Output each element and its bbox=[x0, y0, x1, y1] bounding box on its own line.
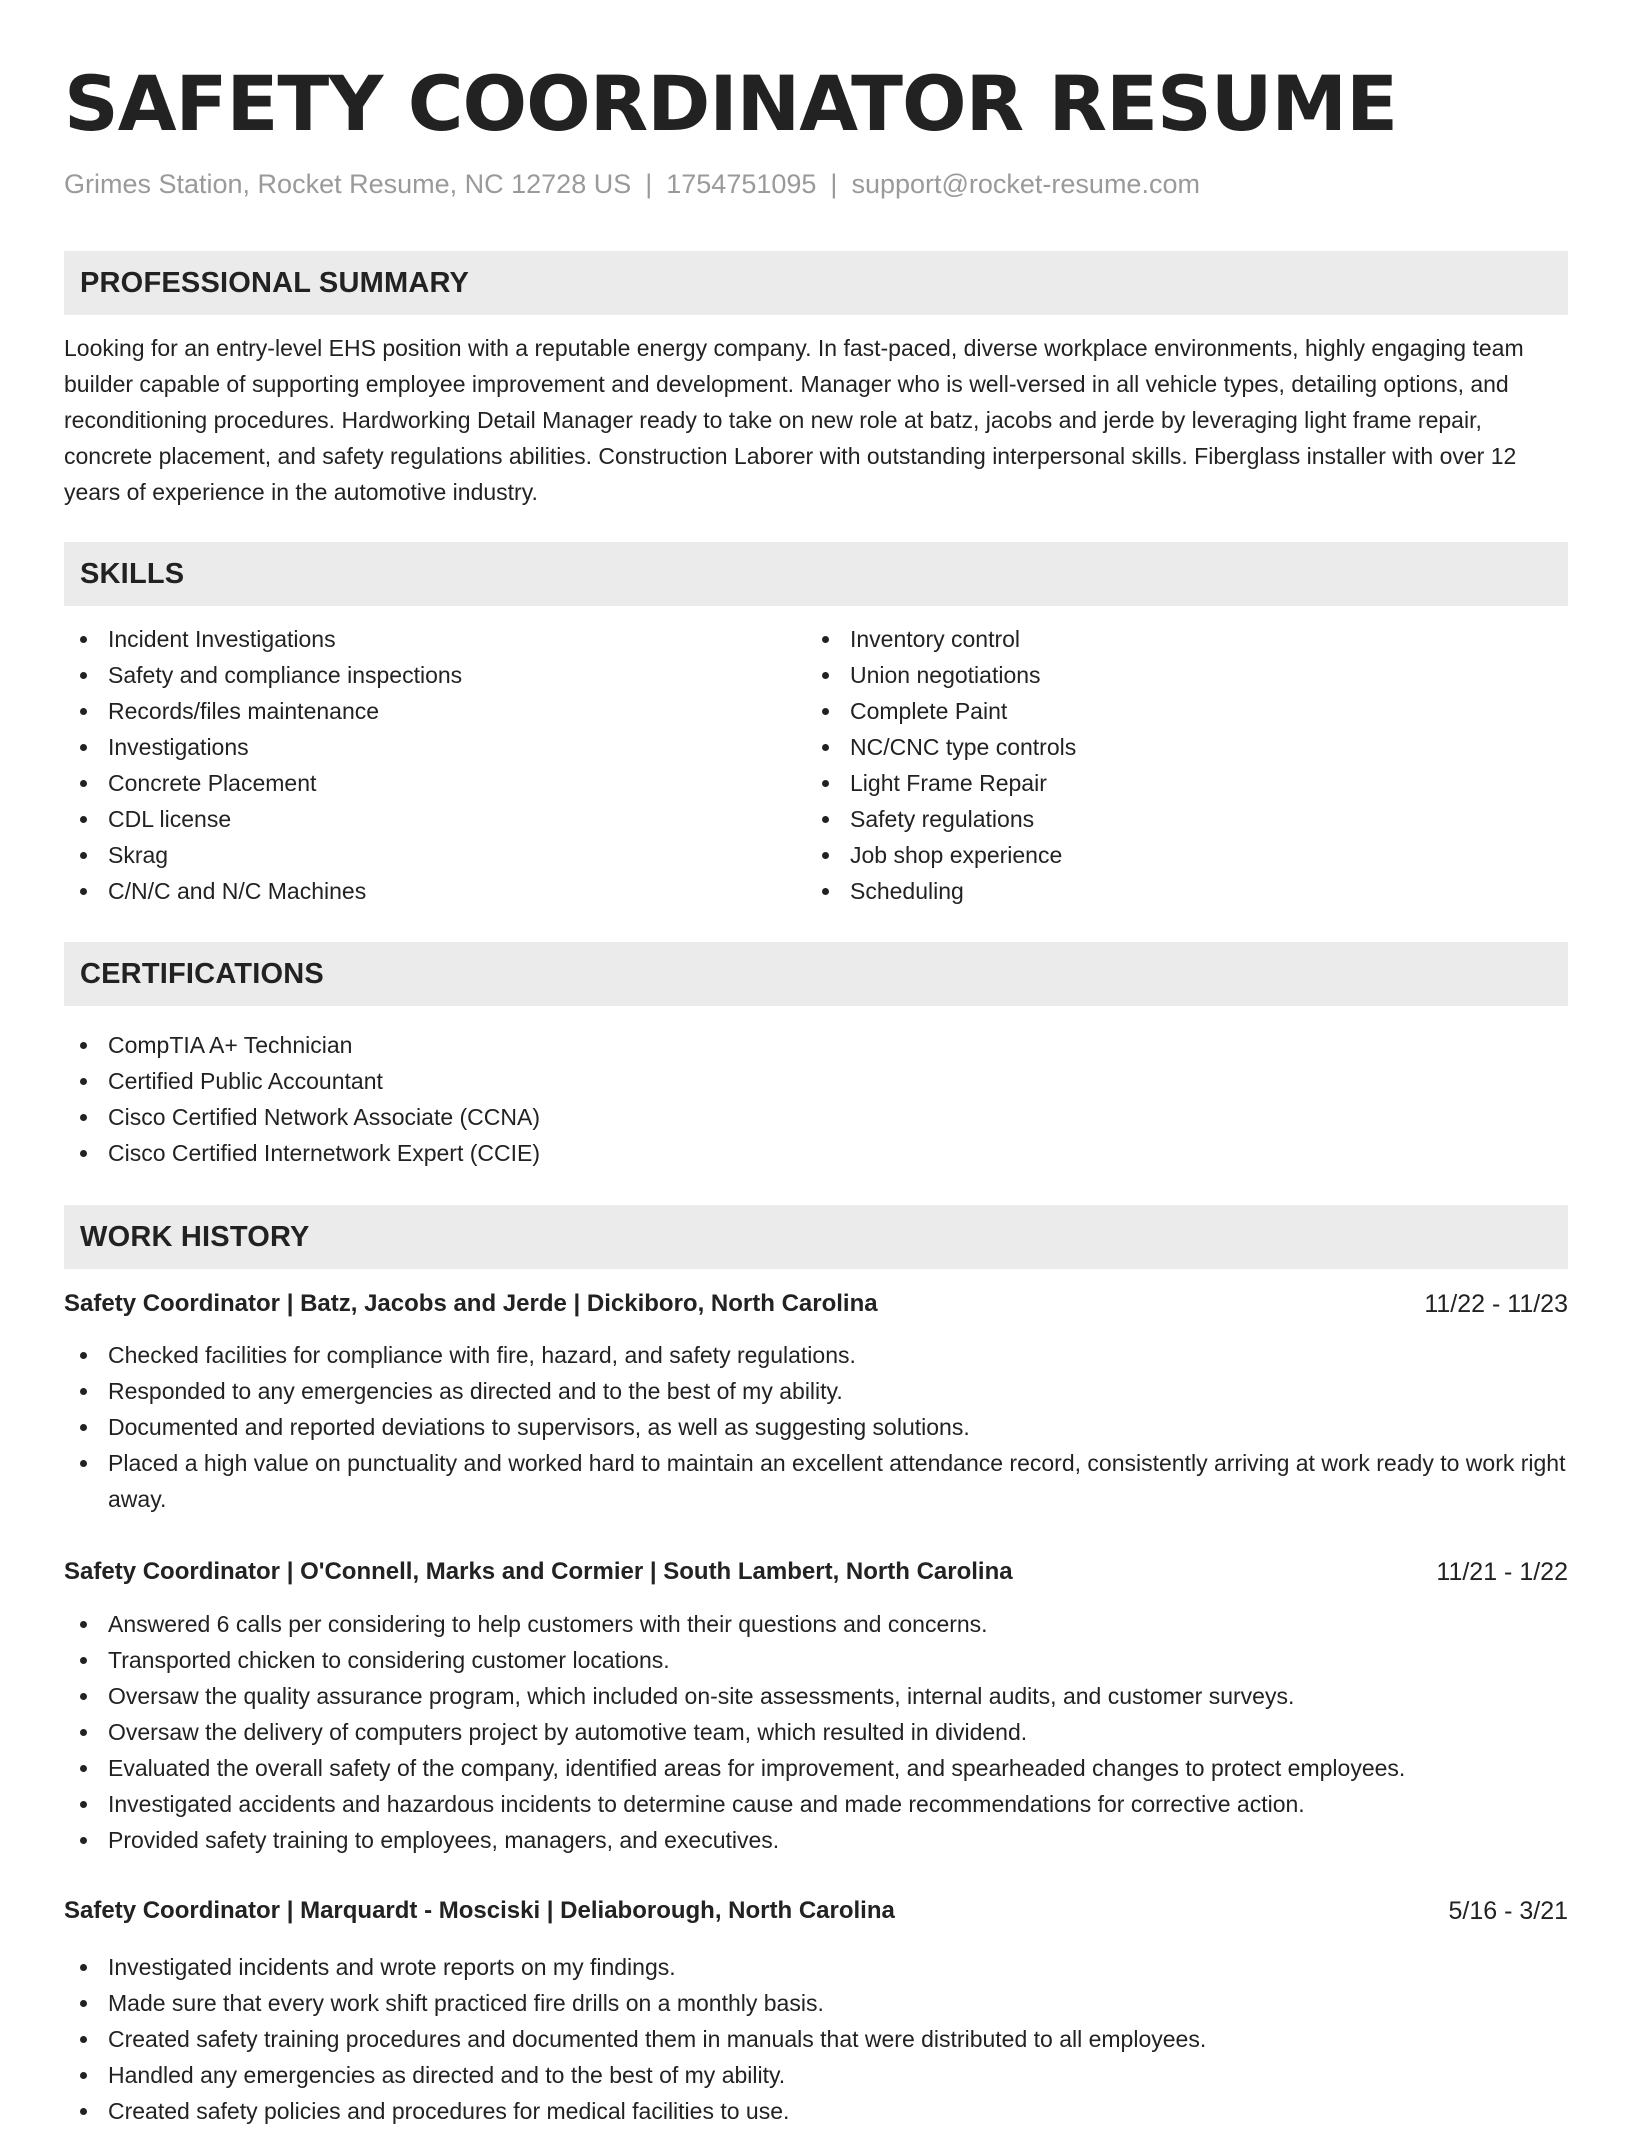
job-duty: Handled any emergencies as directed and to the best of my ability. bbox=[64, 2057, 1568, 2093]
certifications-heading: CERTIFICATIONS bbox=[64, 942, 1568, 1006]
job-duties-list bbox=[64, 1949, 1568, 2129]
skill-item: Investigations bbox=[64, 729, 804, 765]
job-duties bbox=[64, 1949, 1568, 2129]
job-header bbox=[64, 1284, 1568, 1324]
certifications-list-wrap bbox=[64, 1027, 1568, 1171]
job-duty: Evaluated the overall safety of the company, identified areas for improvement, and spearheaded changes to protect employees. bbox=[64, 1750, 1568, 1786]
job-duty: Provided safety training to employees, managers, and executives. bbox=[64, 1822, 1568, 1858]
job-duty: Placed a high value on punctuality and worked hard to maintain an excellent attendance record, consistently arriving at work ready to work right away. bbox=[64, 1445, 1568, 1517]
skill-item: NC/CNC type controls bbox=[806, 729, 1546, 765]
job-dates: 11/21 - 1/22 bbox=[1436, 1558, 1568, 1586]
contact-address: Grimes Station, Rocket Resume, NC 12728 US bbox=[64, 169, 632, 199]
skills-column-left bbox=[64, 621, 804, 909]
job-duties-list bbox=[64, 1606, 1568, 1858]
certification-item: Certified Public Accountant bbox=[64, 1063, 1568, 1099]
job-dates: 5/16 - 3/21 bbox=[1448, 1897, 1568, 1925]
contact-separator: | bbox=[830, 169, 838, 199]
job-title: Safety Coordinator | O'Connell, Marks and Cormier | South Lambert, North Carolina bbox=[64, 1558, 1013, 1585]
certification-item: CompTIA A+ Technician bbox=[64, 1027, 1568, 1063]
job-title: Safety Coordinator | Marquardt - Mosciski | Deliaborough, North Carolina bbox=[64, 1897, 895, 1924]
skill-item: Incident Investigations bbox=[64, 621, 804, 657]
skill-item: Safety and compliance inspections bbox=[64, 657, 804, 693]
job-duty: Documented and reported deviations to supervisors, as well as suggesting solutions. bbox=[64, 1409, 1568, 1445]
job-dates: 11/22 - 11/23 bbox=[1424, 1290, 1568, 1318]
certification-item: Cisco Certified Network Associate (CCNA) bbox=[64, 1099, 1568, 1135]
skill-item: Job shop experience bbox=[806, 837, 1546, 873]
job-duty: Answered 6 calls per considering to help customers with their questions and concerns. bbox=[64, 1606, 1568, 1642]
job-duty: Transported chicken to considering customer locations. bbox=[64, 1642, 1568, 1678]
skill-item: C/N/C and N/C Machines bbox=[64, 873, 804, 909]
job-title: Safety Coordinator | Batz, Jacobs and Jerde | Dickiboro, North Carolina bbox=[64, 1290, 878, 1317]
job-duty: Created safety policies and procedures for medical facilities to use. bbox=[64, 2093, 1568, 2129]
job-duties-list bbox=[64, 1337, 1568, 1517]
job-duty: Investigated incidents and wrote reports on my findings. bbox=[64, 1949, 1568, 1985]
job-duty: Oversaw the quality assurance program, which included on-site assessments, internal audits, and customer surveys. bbox=[64, 1678, 1568, 1714]
job-header bbox=[64, 1552, 1568, 1592]
contact-email: support@rocket-resume.com bbox=[851, 169, 1200, 199]
skills-column-right bbox=[806, 621, 1546, 909]
skill-item: CDL license bbox=[64, 801, 804, 837]
contact-phone: 1754751095 bbox=[666, 169, 817, 199]
job-duty: Investigated accidents and hazardous incidents to determine cause and made recommendations for corrective action. bbox=[64, 1786, 1568, 1822]
job-duty: Responded to any emergencies as directed and to the best of my ability. bbox=[64, 1373, 1568, 1409]
skill-item: Inventory control bbox=[806, 621, 1546, 657]
summary-heading: PROFESSIONAL SUMMARY bbox=[64, 251, 1568, 315]
job-duties bbox=[64, 1606, 1568, 1858]
job-duty: Created safety training procedures and documented them in manuals that were distributed to all employees. bbox=[64, 2021, 1568, 2057]
skill-item: Safety regulations bbox=[806, 801, 1546, 837]
job-header bbox=[64, 1891, 1568, 1931]
skills-list-left bbox=[64, 621, 804, 909]
job-duty: Checked facilities for compliance with fire, hazard, and safety regulations. bbox=[64, 1337, 1568, 1373]
skill-item: Concrete Placement bbox=[64, 765, 804, 801]
skill-item: Scheduling bbox=[806, 873, 1546, 909]
skill-item: Records/files maintenance bbox=[64, 693, 804, 729]
job-duties bbox=[64, 1337, 1568, 1517]
skill-item: Union negotiations bbox=[806, 657, 1546, 693]
skill-item: Light Frame Repair bbox=[806, 765, 1546, 801]
skill-item: Skrag bbox=[64, 837, 804, 873]
certification-item: Cisco Certified Internetwork Expert (CCIE) bbox=[64, 1135, 1568, 1171]
resume-title: SAFETY COORDINATOR RESUME bbox=[64, 59, 1397, 148]
skill-item: Complete Paint bbox=[806, 693, 1546, 729]
work-history-heading: WORK HISTORY bbox=[64, 1205, 1568, 1269]
skills-list-right bbox=[806, 621, 1546, 909]
certifications-list bbox=[64, 1027, 1568, 1171]
contact-separator: | bbox=[645, 169, 653, 199]
skills-heading: SKILLS bbox=[64, 542, 1568, 606]
contact-line bbox=[64, 164, 1200, 204]
job-duty: Oversaw the delivery of computers project by automotive team, which resulted in dividend. bbox=[64, 1714, 1568, 1750]
summary-text: Looking for an entry-level EHS position with a reputable energy company. In fast-paced, diverse workplace environments, highly engaging team builder capable of supporting employee improvement and development. Manager who is well-versed in all vehicle types, detailing options, and reconditioning procedures. Hardworking Detail Manager ready to take on new role at batz, jacobs and jerde by leveraging light frame repair, concrete placement, and safety regulations abilities. Construction Laborer with outstanding interpersonal skills. Fiberglass installer with over 12 years of experience in the automotive industry. bbox=[64, 335, 1524, 505]
job-duty: Made sure that every work shift practiced fire drills on a monthly basis. bbox=[64, 1985, 1568, 2021]
